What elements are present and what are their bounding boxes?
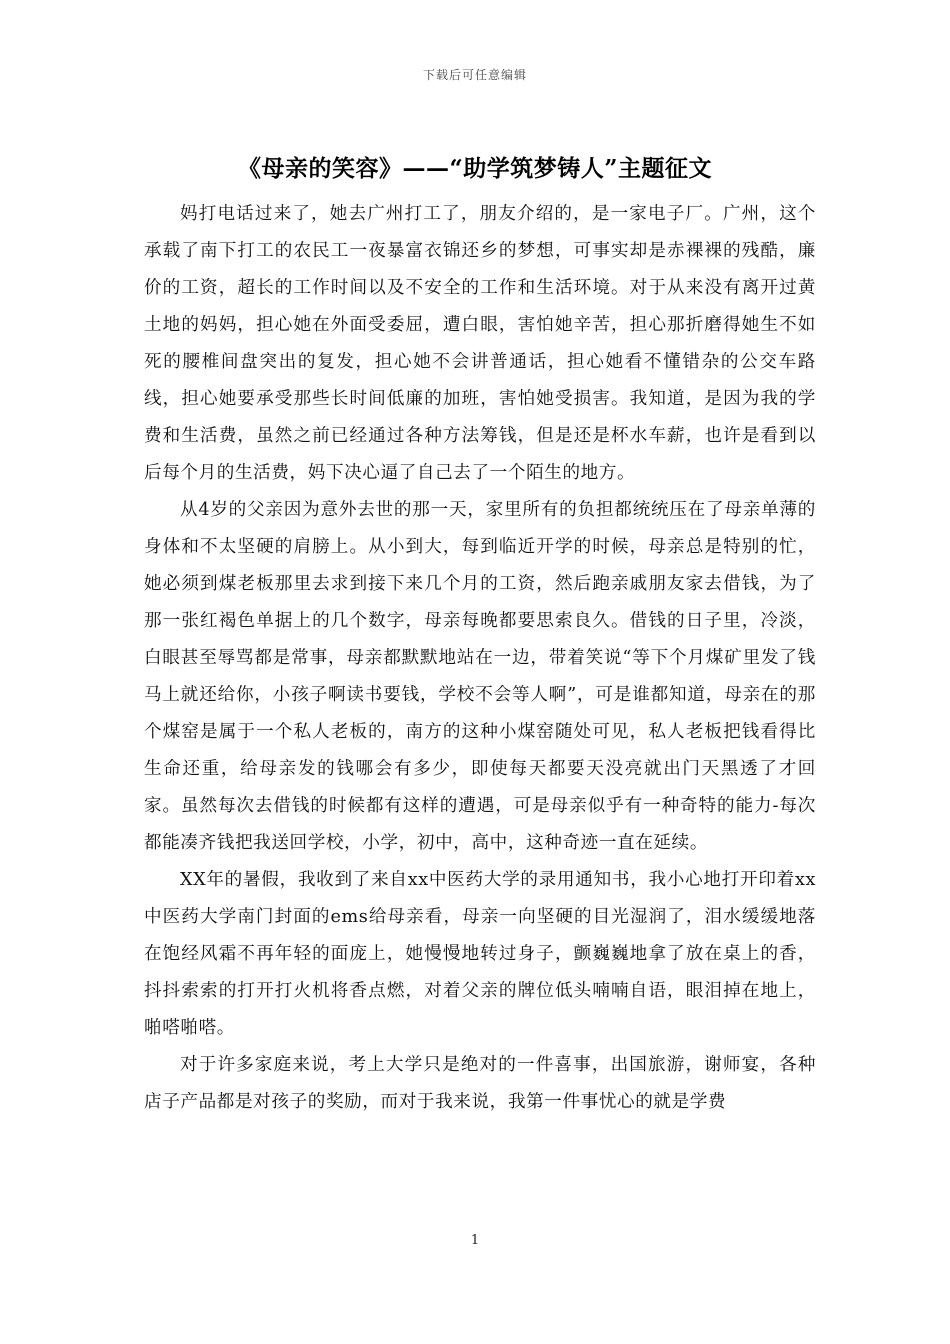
paragraph: 对于许多家庭来说，考上大学只是绝对的一件喜事，出国旅游，谢师宴，各种店子产品都是对孩子的奖励，而对于我来说，我第一件事忧心的就是学费: [144, 1055, 816, 1112]
document-body: [144, 196, 816, 1121]
page-number: 1: [470, 1233, 480, 1248]
paragraph: 妈打电话过来了，她去广州打工了，朋友介绍的，是一家电子厂。广州，这个承载了南下打工的农民工一夜暴富衣锦还乡的梦想，可事实却是赤裸裸的残酷，廉价的工资，超长的工作时间以及不安全的工作和生活环境。对于从来没有离开过黄土地的妈妈，担心她在外面受委屈，遭白眼，害怕她辛苦，担心那折磨得她生不如死的腰椎间盘突出的复发，担心她不会讲普通话，担心她看不懂错杂的公交车路线，担心她要承受那些长时间低廉的加班，害怕她受损害。我知道，是因为我的学费和生活费，虽然之前已经通过各种方法筹钱，但是还是杯水车薪，也许是看到以后每个月的生活费，妈下决心逼了自己去了一个陌生的地方。: [144, 204, 816, 483]
document-title: 《母亲的笑容》——“助学筑梦铸人”主题征文: [238, 155, 712, 182]
paragraph: XX年的暑假，我收到了来自xx中医药大学的录用通知书，我小心地打开印着xx中医药大学南门封面的ems给母亲看，母亲一向坚硬的目光湿润了，泪水缓缓地落在饱经风霜不再年轻的面庞上，她慢慢地转过身子，颤巍巍地拿了放在桌上的香，抖抖索索的打开打火机将香点燃，对着父亲的牌位低头喃喃自语，眼泪掉在地上，啪嗒啪嗒。: [144, 870, 816, 1038]
header-note: 下载后可任意编辑: [422, 68, 527, 82]
paragraph: 从4岁的父亲因为意外去世的那一天，家里所有的负担都统统压在了母亲单薄的身体和不太坚硬的肩膀上。从小到大，每到临近开学的时候，母亲总是特别的忙，她必须到煤老板那里去求到接下来几个月的工资，然后跑亲戚朋友家去借钱，为了那一张红褐色单据上的几个数字，母亲每晚都要思索良久。借钱的日子里，冷淡，白眼甚至辱骂都是常事，母亲都默默地站在一边，带着笑说“等下个月煤矿里发了钱马上就还给你，小孩子啊读书要钱，学校不会等人啊”，可是谁都知道，母亲在的那个煤窑是属于一个私人老板的，南方的这种小煤窑随处可见，私人老板把钱看得比生命还重，给母亲发的钱哪会有多少，即使每天都要天没亮就出门天黑透了才回家。虽然每次去借钱的时候都有这样的遭遇，可是母亲似乎有一种奇特的能力-每次都能凑齐钱把我送回学校，小学，初中，高中，这种奇迹一直在延续。: [144, 500, 816, 853]
